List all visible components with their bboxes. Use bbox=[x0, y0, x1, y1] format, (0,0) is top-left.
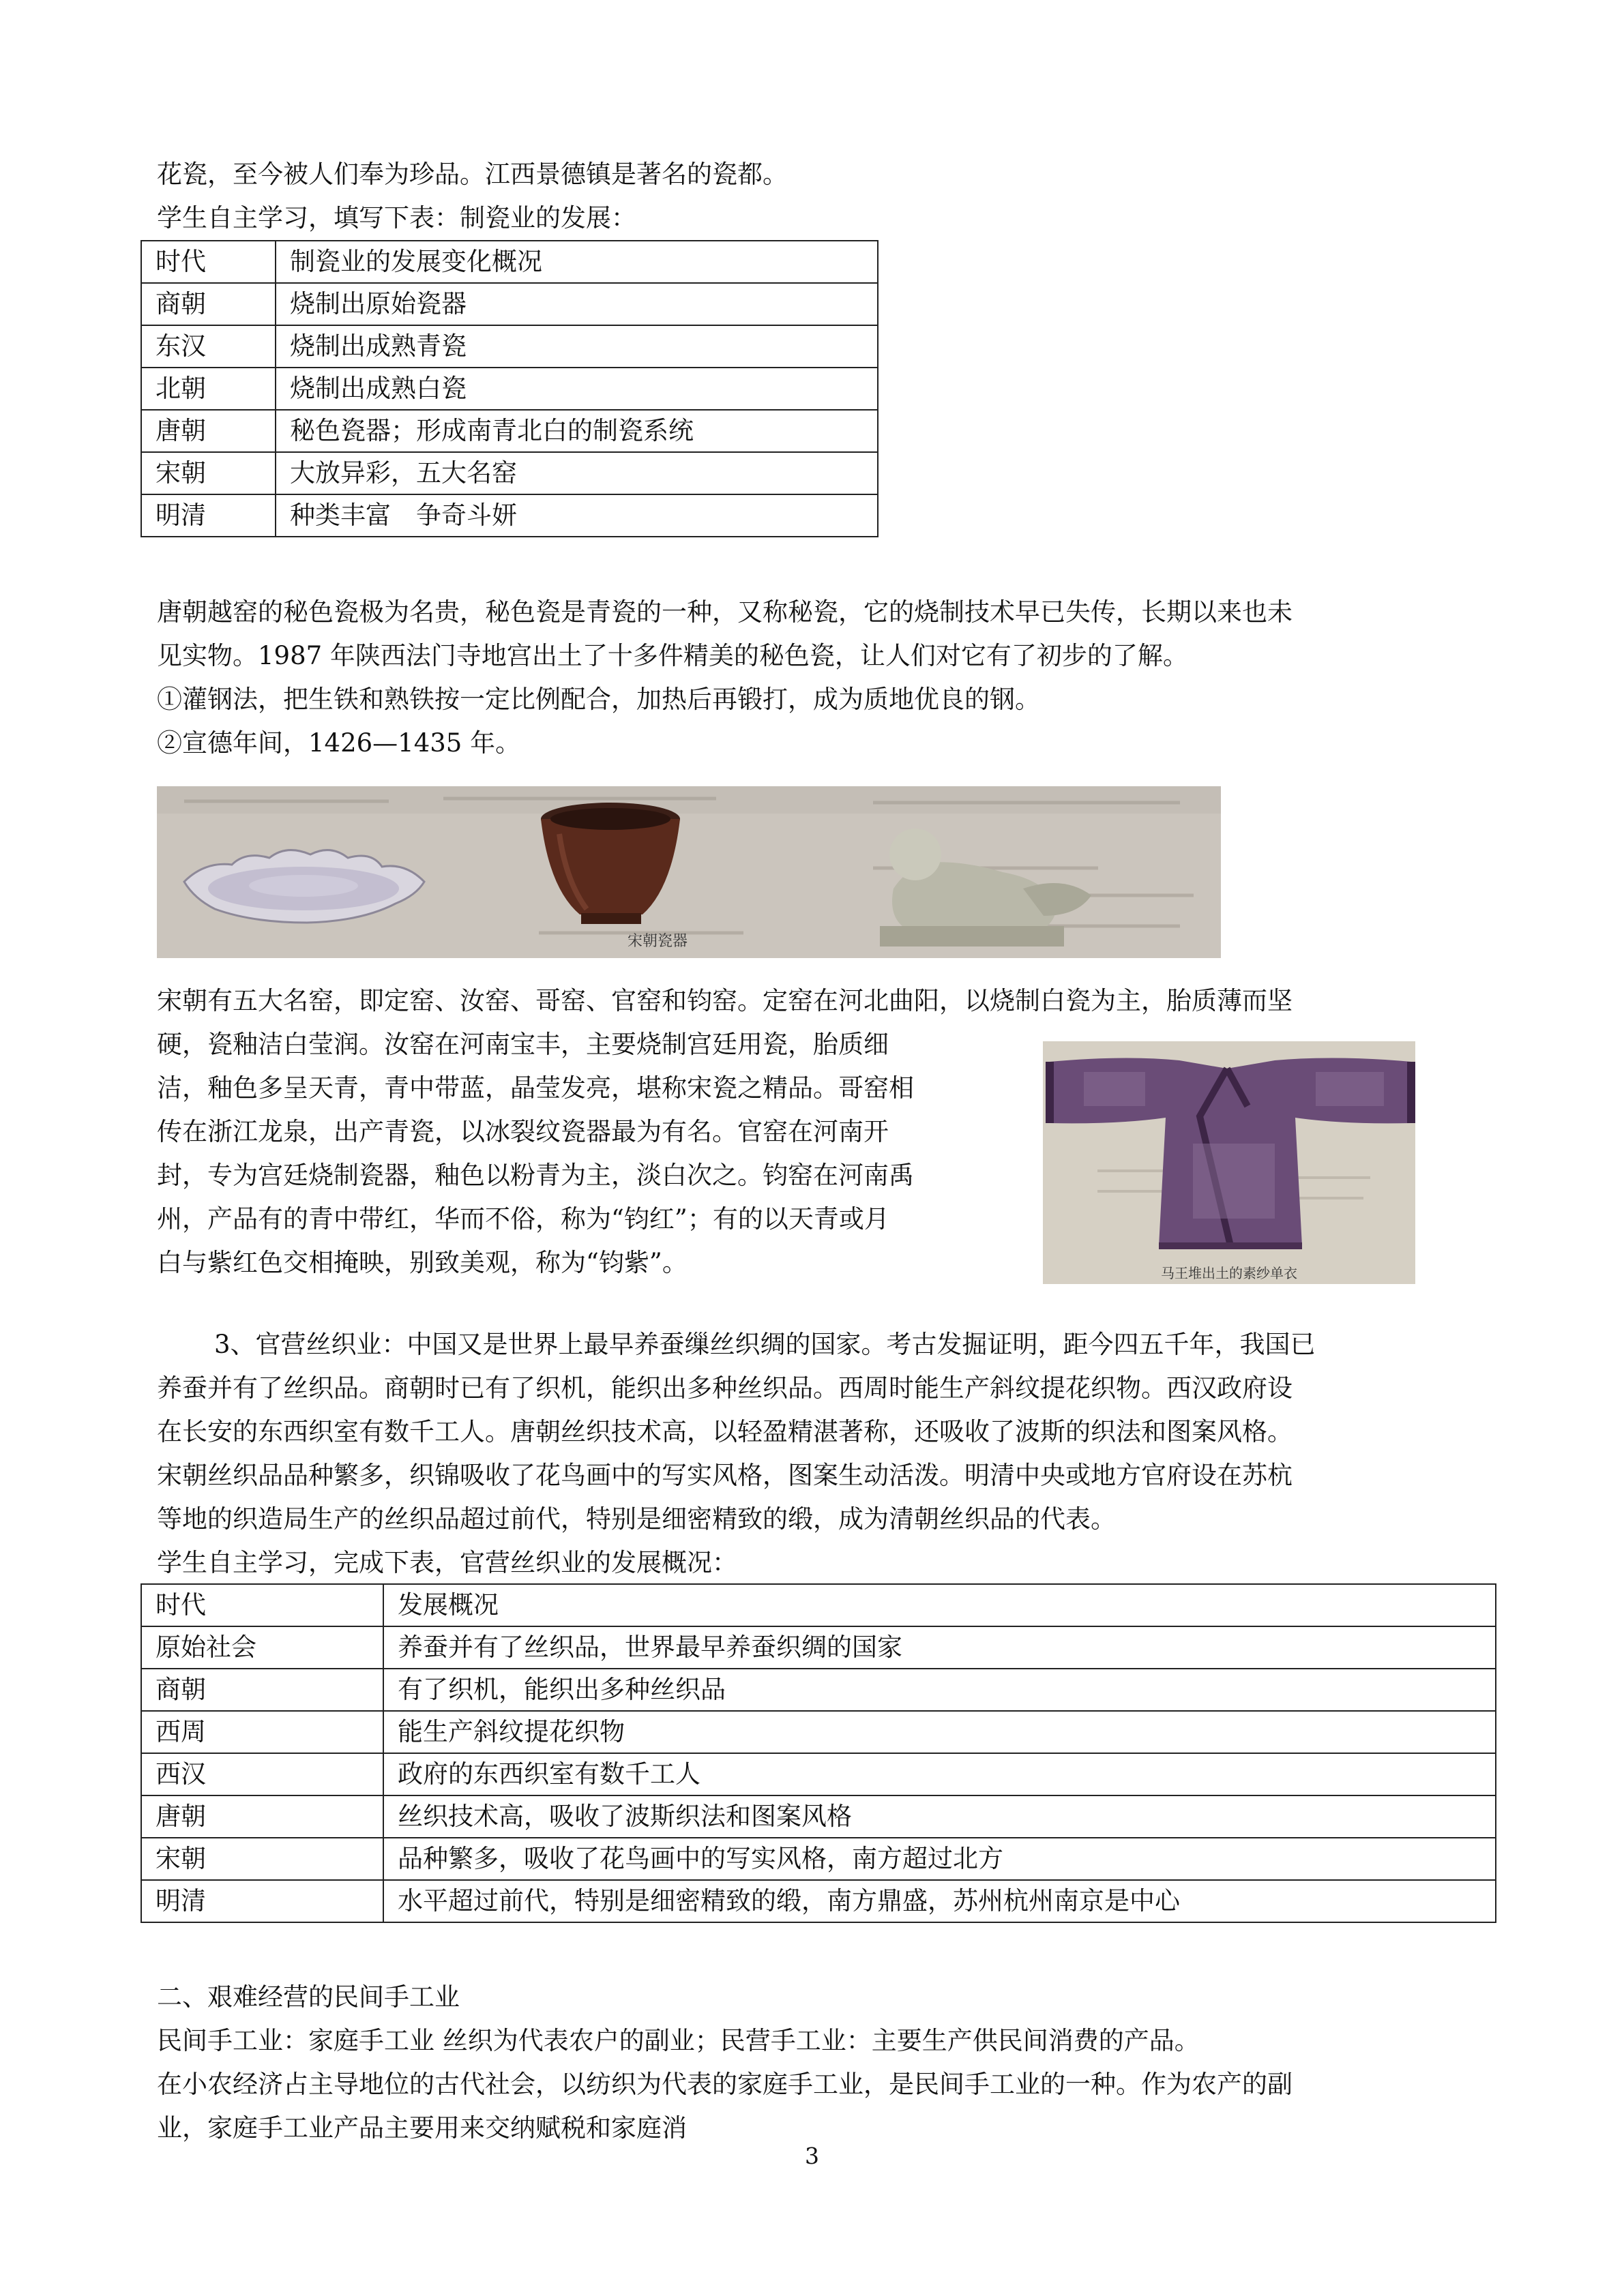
mise-paragraph-line: 唐朝越窑的秘色瓷极为名贵，秘色瓷是青瓷的一种，又称秘瓷，它的烧制技术早已失传，长期以来也未 bbox=[157, 597, 1293, 627]
table-cell-desc: 政府的东西织室有数千工人 bbox=[383, 1753, 1496, 1795]
table-cell-era: 宋朝 bbox=[141, 452, 276, 494]
table-header-row bbox=[141, 1584, 1496, 1626]
table-row bbox=[141, 368, 878, 410]
table-row bbox=[141, 1669, 1496, 1711]
song-porcelain-caption: 宋朝瓷器 bbox=[628, 933, 688, 950]
table-row bbox=[141, 1711, 1496, 1753]
table-cell-era: 唐朝 bbox=[141, 410, 276, 452]
kilns-paragraph-line: 州，产品有的青中带红，华而不俗，称为“钧红”；有的以天青或月 bbox=[157, 1204, 889, 1234]
silk-robe-photo bbox=[1043, 1041, 1415, 1284]
table-header-cell: 制瓷业的发展变化概况 bbox=[276, 241, 878, 283]
table-cell-era: 明清 bbox=[141, 1880, 383, 1922]
table-cell-era: 西汉 bbox=[141, 1753, 383, 1795]
table-cell-desc: 丝织技术高，吸收了波斯织法和图案风格 bbox=[383, 1795, 1496, 1838]
kilns-paragraph-line: 洁，釉色多呈天青，青中带蓝，晶莹发亮，堪称宋瓷之精品。哥窑相 bbox=[157, 1073, 914, 1103]
table-cell-desc: 种类丰富 争奇斗妍 bbox=[276, 494, 878, 537]
table-cell-era: 明清 bbox=[141, 494, 276, 537]
silk-paragraph-line: 养蚕并有了丝织品。商朝时已有了织机，能织出多种丝织品。西周时能生产斜纹提花织物。西汉政府设 bbox=[157, 1373, 1293, 1403]
silk-paragraph-line: 3、官营丝织业：中国又是世界上最早养蚕缫丝织绸的国家。考古发掘证明，距今四五千年，我国已 bbox=[214, 1330, 1316, 1359]
table-row bbox=[141, 494, 878, 537]
kilns-paragraph-line: 硬，瓷釉洁白莹润。汝窑在河南宝丰，主要烧制宫廷用瓷，胎质细 bbox=[157, 1030, 889, 1059]
table-cell-desc: 有了织机，能织出多种丝织品 bbox=[383, 1669, 1496, 1711]
table-row bbox=[141, 1880, 1496, 1922]
song-porcelain-photo bbox=[157, 786, 1221, 958]
table-row bbox=[141, 1795, 1496, 1838]
table-cell-desc: 水平超过前代，特别是细密精致的缎，南方鼎盛，苏州杭州南京是中心 bbox=[383, 1880, 1496, 1922]
porcelain-task-text: 学生自主学习，填写下表：制瓷业的发展： bbox=[157, 203, 636, 233]
table-cell-era: 宋朝 bbox=[141, 1838, 383, 1880]
table-row bbox=[141, 325, 878, 368]
table-cell-era: 商朝 bbox=[141, 283, 276, 325]
table-cell-desc: 品种繁多，吸收了花鸟画中的写实风格，南方超过北方 bbox=[383, 1838, 1496, 1880]
page-number: 3 bbox=[805, 2143, 819, 2169]
table-header-cell: 发展概况 bbox=[383, 1584, 1496, 1626]
footnote-1: ①灌钢法，把生铁和熟铁按一定比例配合，加热后再锻打，成为质地优良的钢。 bbox=[157, 685, 1040, 714]
table-row bbox=[141, 283, 878, 325]
silk-paragraph-line: 等地的织造局生产的丝织品超过前代，特别是细密精致的缎，成为清朝丝织品的代表。 bbox=[157, 1504, 1116, 1534]
silk-paragraph-line: 在长安的东西织室有数千工人。唐朝丝织技术高，以轻盈精湛著称，还吸收了波斯的织法和图案风格。 bbox=[157, 1417, 1293, 1446]
table-cell-era: 唐朝 bbox=[141, 1795, 383, 1838]
silk-paragraph-line: 宋朝丝织品品种繁多，织锦吸收了花鸟画中的写实风格，图案生动活泼。明清中央或地方官府设在苏杭 bbox=[157, 1461, 1293, 1490]
table-cell-desc: 养蚕并有了丝织品，世界最早养蚕织绸的国家 bbox=[383, 1626, 1496, 1669]
silk-table bbox=[141, 1583, 1496, 1923]
intro-line: 花瓷，至今被人们奉为珍品。江西景德镇是著名的瓷都。 bbox=[157, 160, 788, 189]
section2-paragraph-line: 在小农经济占主导地位的古代社会，以纺织为代表的家庭手工业，是民间手工业的一种。作为农产的副 bbox=[157, 2070, 1293, 2099]
silk-robe-caption: 马王堆出土的素纱单衣 bbox=[1161, 1265, 1297, 1281]
porcelain-table bbox=[141, 240, 879, 537]
kilns-paragraph-line: 传在浙江龙泉，出产青瓷，以冰裂纹瓷器最为有名。官窑在河南开 bbox=[157, 1117, 889, 1146]
table-cell-era: 商朝 bbox=[141, 1669, 383, 1711]
table-cell-era: 西周 bbox=[141, 1711, 383, 1753]
table-row bbox=[141, 452, 878, 494]
table-header-cell: 时代 bbox=[141, 241, 276, 283]
table-cell-era: 东汉 bbox=[141, 325, 276, 368]
table-row bbox=[141, 1753, 1496, 1795]
table-cell-era: 原始社会 bbox=[141, 1626, 383, 1669]
table-cell-desc: 烧制出成熟白瓷 bbox=[276, 368, 878, 410]
section-heading: 二、艰难经营的民间手工业 bbox=[157, 1982, 460, 2012]
table-cell-desc: 烧制出成熟青瓷 bbox=[276, 325, 878, 368]
mise-paragraph-line: 见实物。1987 年陕西法门寺地宫出土了十多件精美的秘色瓷，让人们对它有了初步的了解。 bbox=[157, 641, 1188, 670]
table-header-row bbox=[141, 241, 878, 283]
table-cell-desc: 烧制出原始瓷器 bbox=[276, 283, 878, 325]
table-row bbox=[141, 1838, 1496, 1880]
table-cell-desc: 能生产斜纹提花织物 bbox=[383, 1711, 1496, 1753]
table-cell-desc: 秘色瓷器；形成南青北白的制瓷系统 bbox=[276, 410, 878, 452]
table-header-cell: 时代 bbox=[141, 1584, 383, 1626]
silk-task-text: 学生自主学习，完成下表，官营丝织业的发展概况： bbox=[157, 1548, 737, 1577]
table-cell-desc: 大放异彩，五大名窑 bbox=[276, 452, 878, 494]
kilns-paragraph-line: 白与紫红色交相掩映，别致美观，称为“钧紫”。 bbox=[157, 1248, 688, 1277]
kilns-paragraph-line: 封，专为宫廷烧制瓷器，釉色以粉青为主，淡白次之。钧窑在河南禹 bbox=[157, 1161, 914, 1190]
table-row bbox=[141, 1626, 1496, 1669]
section2-paragraph-line: 民间手工业：家庭手工业 丝织为代表农户的副业；民营手工业：主要生产供民间消费的产品。 bbox=[157, 2026, 1200, 2055]
table-row bbox=[141, 410, 878, 452]
footnote-2: ②宣德年间，1426—1435 年。 bbox=[157, 728, 521, 758]
table-cell-era: 北朝 bbox=[141, 368, 276, 410]
section2-paragraph-line: 业，家庭手工业产品主要用来交纳赋税和家庭消 bbox=[157, 2113, 687, 2143]
kilns-paragraph-line: 宋朝有五大名窑，即定窑、汝窑、哥窑、官窑和钧窑。定窑在河北曲阳，以烧制白瓷为主，胎质薄而坚 bbox=[157, 986, 1293, 1015]
